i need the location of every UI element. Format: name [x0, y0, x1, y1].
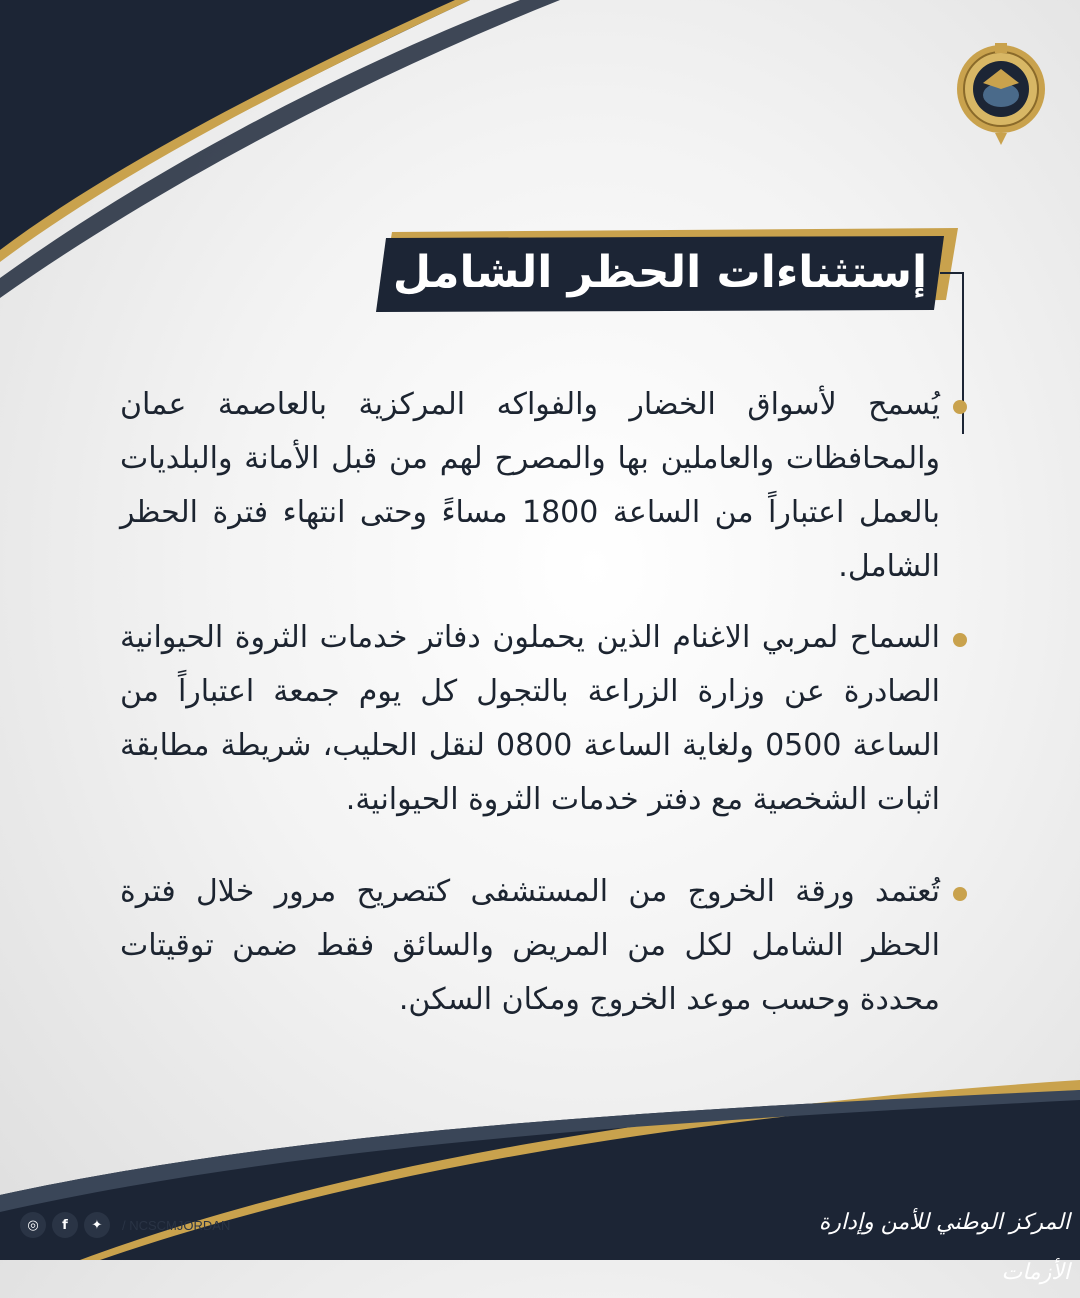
organization-signature: المركز الوطني للأمن وإدارة الأزمات: [818, 1210, 1070, 1285]
paragraph-2: [120, 611, 940, 827]
emblem-logo: [955, 37, 1047, 147]
social-links: [20, 1212, 230, 1238]
bullet-point: [953, 887, 967, 901]
page-title: إستثناءات الحظر الشامل: [392, 246, 928, 298]
paragraph-text: السماح لمربي الاغنام الذين يحملون دفاتر خدمات الثروة الحيوانية الصادرة عن وزارة الزراعة بالتجول كل يوم جمعة اعتباراً من الساعة 0500 ولغاية الساعة 0800 لنقل الحليب، شريطة مطابقة اثبات الشخصية مع دفتر خدمات الثروة الحيوانية.: [120, 620, 940, 817]
paragraph-3: [120, 865, 940, 1027]
connector-line-horizontal: [940, 272, 964, 274]
facebook-icon[interactable]: f: [52, 1212, 78, 1238]
paragraph-1: [120, 378, 940, 594]
twitter-icon[interactable]: ✦: [84, 1212, 110, 1238]
title-banner: [380, 232, 940, 312]
instagram-icon[interactable]: ◎: [20, 1212, 46, 1238]
paragraph-text: يُسمح لأسواق الخضار والفواكه المركزية بالعاصمة عمان والمحافظات والعاملين بها والمصرح لهم من قبل الأمانة والبلديات بالعمل اعتباراً من الساعة 1800 مساءً وحتى انتهاء فترة الحظر الشامل.: [120, 387, 940, 584]
paragraph-text: تُعتمد ورقة الخروج من المستشفى كتصريح مرور خلال فترة الحظر الشامل لكل من المريض والسائق فقط ضمن توقيتات محددة وحسب موعد الخروج ومكان السكن.: [120, 874, 940, 1017]
top-navy-wedge: [0, 0, 470, 260]
bullet-point: [953, 633, 967, 647]
social-handle: / NCSCMJORDAN: [122, 1217, 231, 1233]
bullet-point: [953, 400, 967, 414]
